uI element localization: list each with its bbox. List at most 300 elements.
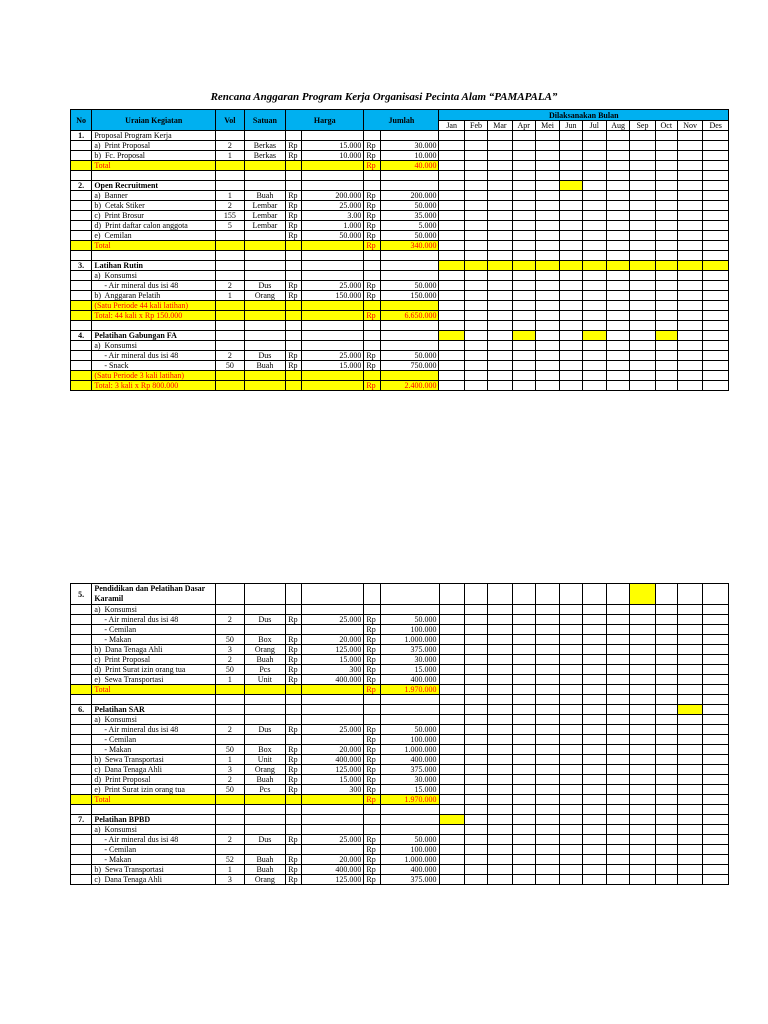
cell-month-mei: [535, 665, 559, 675]
cell-vol: [216, 251, 244, 261]
cell-satuan: [244, 371, 286, 381]
cell-month-jan: [439, 675, 464, 685]
cell-uraian: e) Sewa Transportasi: [92, 675, 216, 685]
cell-month-jul: [582, 665, 606, 675]
cell-month-oct: [655, 775, 677, 785]
cell-month-oct: [655, 221, 677, 231]
cell-month-des: [703, 665, 729, 675]
cell-uraian: b) Dana Tenaga Ahli: [92, 645, 216, 655]
cell-month-aug: [606, 141, 629, 151]
cell-month-oct: [655, 845, 677, 855]
cell-month-jan: [439, 311, 464, 321]
cell-month-sep: [630, 231, 655, 241]
cell-harga-rp: [286, 371, 302, 381]
cell-month-aug: [606, 341, 629, 351]
cell-harga-rp: [286, 845, 302, 855]
cell-month-nov: [678, 765, 703, 775]
cell-month-mar: [488, 341, 512, 351]
cell-month-apr: [512, 241, 535, 251]
cell-month-oct: [655, 745, 677, 755]
cell-uraian: - Air mineral dus isi 48: [92, 351, 216, 361]
cell-month-mar: [488, 705, 512, 715]
cell-month-aug: [607, 635, 630, 645]
cell-month-des: [703, 221, 729, 231]
cell-uraian: - Makan: [92, 745, 216, 755]
table-row: [71, 361, 729, 371]
cell-month-jun: [560, 715, 582, 725]
cell-satuan: Berkas: [244, 151, 286, 161]
cell-month-mei: [535, 835, 559, 845]
cell-harga: 15.000: [302, 655, 364, 665]
cell-month-des: [703, 261, 729, 271]
cell-month-aug: [607, 845, 630, 855]
cell-month-aug: [607, 855, 630, 865]
cell-month-mei: [535, 191, 559, 201]
cell-uraian: Total: 44 kali x Rp 150.000: [92, 311, 216, 321]
cell-no: 4.: [71, 331, 92, 341]
cell-month-apr: [512, 331, 535, 341]
cell-vol: [216, 584, 244, 605]
cell-month-jan: [439, 181, 464, 191]
cell-harga-rp: Rp: [286, 655, 302, 665]
cell-harga-rp: Rp: [286, 221, 302, 231]
header-uraian: Uraian Kegiatan: [92, 110, 216, 131]
cell-vol: 1: [216, 291, 244, 301]
cell-month-oct: [655, 795, 677, 805]
total-row: [71, 161, 729, 171]
cell-month-jun: [560, 311, 582, 321]
header-vol: Vol: [216, 110, 244, 131]
cell-month-feb: [464, 725, 487, 735]
cell-month-nov: [678, 645, 703, 655]
cell-month-oct: [655, 361, 677, 371]
cell-month-jun: [560, 835, 582, 845]
cell-no: [71, 615, 92, 625]
cell-month-jan: [439, 371, 464, 381]
cell-month-jun: [560, 584, 582, 605]
table-row: [71, 291, 729, 301]
cell-month-feb: [464, 351, 487, 361]
cell-month-nov: [678, 725, 703, 735]
cell-no: [71, 301, 92, 311]
cell-uraian: [92, 695, 216, 705]
cell-jumlah-rp: Rp: [364, 151, 380, 161]
cell-month-apr: [512, 825, 535, 835]
cell-month-des: [703, 725, 729, 735]
total-row: [71, 381, 729, 391]
cell-month-feb: [464, 281, 487, 291]
cell-vol: 2: [216, 351, 244, 361]
budget-table-page-1: [70, 109, 729, 391]
table-row: [71, 835, 729, 845]
cell-harga-rp: Rp: [286, 865, 302, 875]
cell-month-jan: [439, 665, 464, 675]
cell-harga-rp: Rp: [286, 615, 302, 625]
cell-month-apr: [512, 765, 535, 775]
cell-no: [71, 271, 92, 281]
cell-month-mei: [535, 351, 559, 361]
cell-month-jan: [439, 141, 464, 151]
cell-month-jul: [582, 191, 606, 201]
cell-month-jul: [582, 341, 606, 351]
cell-vol: [216, 715, 244, 725]
cell-no: [71, 695, 92, 705]
cell-month-sep: [630, 795, 655, 805]
cell-month-sep: [630, 845, 655, 855]
cell-month-mar: [488, 845, 512, 855]
cell-month-nov: [677, 171, 702, 181]
cell-month-aug: [607, 815, 630, 825]
cell-month-sep: [630, 321, 655, 331]
cell-month-jul: [582, 584, 606, 605]
cell-month-feb: [464, 715, 487, 725]
cell-satuan: [244, 715, 286, 725]
cell-month-des: [703, 131, 729, 141]
cell-month-mar: [488, 765, 512, 775]
cell-harga: 20.000: [302, 635, 364, 645]
cell-jumlah-rp: Rp: [364, 645, 380, 655]
cell-month-nov: [678, 875, 703, 885]
cell-month-jul: [582, 685, 606, 695]
cell-month-des: [703, 211, 729, 221]
cell-month-sep: [630, 201, 655, 211]
cell-month-jul: [582, 775, 606, 785]
cell-month-mar: [488, 141, 512, 151]
cell-jumlah-rp: [364, 695, 380, 705]
cell-month-jul: [582, 645, 606, 655]
cell-month-nov: [677, 341, 702, 351]
cell-harga-rp: [286, 131, 302, 141]
cell-month-apr: [512, 221, 535, 231]
cell-month-sep: [630, 371, 655, 381]
cell-month-mar: [488, 221, 512, 231]
cell-month-sep: [630, 655, 655, 665]
cell-harga: [302, 271, 364, 281]
cell-harga: [302, 825, 364, 835]
cell-month-des: [703, 351, 729, 361]
cell-month-jan: [439, 251, 464, 261]
cell-month-jun: [560, 341, 582, 351]
cell-month-nov: [678, 795, 703, 805]
cell-uraian: Proposal Program Kerja: [92, 131, 216, 141]
cell-month-mar: [488, 625, 512, 635]
cell-month-mei: [535, 815, 559, 825]
cell-month-des: [703, 745, 729, 755]
cell-month-apr: [512, 725, 535, 735]
cell-harga: 25.000: [302, 725, 364, 735]
cell-month-jun: [560, 775, 582, 785]
cell-uraian: Total: [92, 685, 216, 695]
cell-month-sep: [630, 241, 655, 251]
cell-month-mei: [535, 745, 559, 755]
cell-month-mar: [488, 645, 512, 655]
cell-satuan: [244, 271, 286, 281]
cell-month-mar: [488, 825, 512, 835]
cell-month-mar: [488, 171, 512, 181]
cell-vol: 2: [216, 201, 244, 211]
cell-month-jun: [560, 181, 582, 191]
cell-month-jul: [582, 625, 606, 635]
cell-vol: 2: [216, 775, 244, 785]
cell-satuan: Buah: [244, 865, 286, 875]
cell-month-des: [703, 625, 729, 635]
cell-vol: [216, 815, 244, 825]
cell-month-jun: [560, 281, 582, 291]
cell-month-mei: [535, 251, 559, 261]
cell-month-nov: [678, 635, 703, 645]
cell-month-nov: [678, 815, 703, 825]
cell-month-jun: [560, 725, 582, 735]
cell-month-jan: [439, 795, 464, 805]
cell-month-mei: [535, 281, 559, 291]
cell-harga-rp: Rp: [286, 281, 302, 291]
cell-month-des: [703, 775, 729, 785]
cell-month-nov: [677, 361, 702, 371]
cell-month-aug: [606, 201, 629, 211]
cell-harga: [302, 321, 364, 331]
cell-month-apr: [512, 745, 535, 755]
cell-uraian: a) Print Proposal: [92, 141, 216, 151]
cell-harga: 300: [302, 665, 364, 675]
cell-month-aug: [607, 765, 630, 775]
cell-jumlah: [380, 715, 439, 725]
cell-month-des: [703, 191, 729, 201]
cell-month-sep: [630, 181, 655, 191]
cell-jumlah-rp: Rp: [364, 755, 380, 765]
cell-month-feb: [464, 835, 487, 845]
cell-no: [71, 635, 92, 645]
cell-month-mar: [488, 725, 512, 735]
cell-harga: [302, 371, 364, 381]
cell-month-apr: [512, 201, 535, 211]
month-header-mar: Mar: [488, 121, 512, 131]
cell-no: [71, 321, 92, 331]
cell-no: [71, 211, 92, 221]
cell-month-aug: [606, 281, 629, 291]
cell-month-mei: [535, 635, 559, 645]
cell-month-aug: [606, 301, 629, 311]
cell-vol: [216, 231, 244, 241]
cell-no: [71, 251, 92, 261]
cell-harga: 15.000: [302, 141, 364, 151]
cell-month-des: [703, 361, 729, 371]
cell-harga-rp: Rp: [286, 665, 302, 675]
cell-month-apr: [512, 855, 535, 865]
cell-month-mar: [488, 151, 512, 161]
cell-jumlah-rp: [364, 251, 380, 261]
cell-month-nov: [677, 141, 702, 151]
cell-month-sep: [630, 331, 655, 341]
cell-month-apr: [512, 795, 535, 805]
cell-uraian: a) Konsumsi: [92, 715, 216, 725]
cell-no: 1.: [71, 131, 92, 141]
cell-jumlah-rp: Rp: [364, 615, 380, 625]
cell-satuan: Dus: [244, 351, 286, 361]
cell-jumlah: 1.970.000: [380, 685, 439, 695]
cell-jumlah-rp: Rp: [364, 685, 380, 695]
cell-uraian: - Makan: [92, 855, 216, 865]
cell-month-jun: [560, 605, 582, 615]
cell-vol: [216, 825, 244, 835]
cell-jumlah-rp: Rp: [364, 775, 380, 785]
cell-uraian: c) Dana Tenaga Ahli: [92, 875, 216, 885]
cell-month-mar: [488, 855, 512, 865]
cell-month-mei: [535, 865, 559, 875]
cell-month-oct: [655, 171, 677, 181]
cell-vol: [216, 805, 244, 815]
cell-month-jun: [560, 875, 582, 885]
cell-month-aug: [607, 645, 630, 655]
cell-jumlah-rp: [364, 331, 380, 341]
cell-month-sep: [630, 301, 655, 311]
cell-month-feb: [464, 635, 487, 645]
cell-month-oct: [655, 141, 677, 151]
cell-month-apr: [512, 261, 535, 271]
cell-harga-rp: Rp: [286, 875, 302, 885]
cell-jumlah: 30.000: [380, 775, 439, 785]
cell-harga: 10.000: [302, 151, 364, 161]
cell-month-jul: [582, 141, 606, 151]
cell-month-des: [703, 281, 729, 291]
cell-month-apr: [512, 635, 535, 645]
cell-harga-rp: [286, 605, 302, 615]
cell-month-oct: [655, 665, 677, 675]
cell-satuan: Lembar: [244, 201, 286, 211]
table-row: [71, 201, 729, 211]
cell-jumlah: 50.000: [380, 835, 439, 845]
cell-month-feb: [464, 191, 487, 201]
cell-jumlah: 400.000: [380, 865, 439, 875]
month-header-nov: Nov: [677, 121, 702, 131]
cell-month-oct: [655, 875, 677, 885]
cell-harga-rp: Rp: [286, 645, 302, 655]
cell-month-apr: [512, 251, 535, 261]
table-row: [71, 755, 729, 765]
cell-vol: [216, 625, 244, 635]
cell-month-feb: [464, 785, 487, 795]
cell-no: [71, 151, 92, 161]
cell-month-sep: [630, 605, 655, 615]
table-row: [71, 261, 729, 271]
cell-month-jan: [439, 605, 464, 615]
cell-month-mar: [488, 695, 512, 705]
cell-month-sep: [630, 261, 655, 271]
cell-satuan: [244, 321, 286, 331]
cell-satuan: [244, 261, 286, 271]
cell-jumlah-rp: Rp: [364, 665, 380, 675]
cell-month-sep: [630, 805, 655, 815]
cell-jumlah-rp: [364, 825, 380, 835]
cell-month-jun: [560, 141, 582, 151]
cell-month-mei: [535, 161, 559, 171]
cell-jumlah-rp: Rp: [364, 231, 380, 241]
cell-month-nov: [678, 715, 703, 725]
cell-month-jan: [439, 875, 464, 885]
cell-jumlah-rp: Rp: [364, 785, 380, 795]
cell-month-jul: [582, 371, 606, 381]
cell-jumlah-rp: Rp: [364, 735, 380, 745]
cell-month-mar: [488, 231, 512, 241]
cell-month-des: [703, 695, 729, 705]
cell-month-oct: [655, 865, 677, 875]
cell-vol: 1: [216, 191, 244, 201]
cell-month-des: [703, 835, 729, 845]
cell-harga: 400.000: [302, 865, 364, 875]
cell-month-jul: [582, 361, 606, 371]
cell-harga: [302, 685, 364, 695]
cell-jumlah: 375.000: [380, 875, 439, 885]
cell-jumlah: 50.000: [380, 201, 439, 211]
cell-harga: 50.000: [302, 231, 364, 241]
cell-no: [71, 675, 92, 685]
cell-month-oct: [655, 251, 677, 261]
cell-jumlah-rp: [364, 371, 380, 381]
cell-month-oct: [655, 151, 677, 161]
cell-harga: 3.00: [302, 211, 364, 221]
cell-month-sep: [630, 785, 655, 795]
cell-harga-rp: Rp: [286, 785, 302, 795]
cell-month-oct: [655, 161, 677, 171]
table-row: [71, 271, 729, 281]
cell-month-jul: [582, 171, 606, 181]
blank-row: [71, 805, 729, 815]
cell-month-des: [703, 765, 729, 775]
table-row: [71, 191, 729, 201]
cell-jumlah-rp: Rp: [364, 725, 380, 735]
cell-month-sep: [630, 765, 655, 775]
blank-row: [71, 251, 729, 261]
cell-jumlah: 30.000: [380, 141, 439, 151]
cell-month-jul: [582, 655, 606, 665]
cell-month-aug: [607, 775, 630, 785]
cell-month-mar: [488, 201, 512, 211]
cell-vol: [216, 161, 244, 171]
cell-month-des: [703, 655, 729, 665]
cell-harga-rp: Rp: [286, 835, 302, 845]
cell-harga: 25.000: [302, 201, 364, 211]
cell-month-nov: [677, 371, 702, 381]
cell-month-mei: [535, 845, 559, 855]
cell-uraian: [92, 171, 216, 181]
cell-month-feb: [464, 181, 487, 191]
cell-month-nov: [677, 201, 702, 211]
cell-month-jan: [439, 825, 464, 835]
cell-no: [71, 371, 92, 381]
cell-month-des: [703, 715, 729, 725]
cell-month-feb: [464, 151, 487, 161]
cell-jumlah: 5.000: [380, 221, 439, 231]
month-header-jun: Jun: [560, 121, 582, 131]
cell-jumlah: [380, 331, 439, 341]
cell-vol: 50: [216, 745, 244, 755]
cell-satuan: Unit: [244, 755, 286, 765]
cell-vol: [216, 261, 244, 271]
cell-month-aug: [607, 875, 630, 885]
cell-month-apr: [512, 311, 535, 321]
cell-month-apr: [512, 301, 535, 311]
cell-harga: 25.000: [302, 835, 364, 845]
cell-month-jan: [439, 645, 464, 655]
cell-satuan: [244, 695, 286, 705]
cell-month-sep: [630, 311, 655, 321]
cell-month-des: [703, 141, 729, 151]
cell-month-aug: [606, 331, 629, 341]
cell-jumlah: [380, 271, 439, 281]
cell-uraian: e) Cemilan: [92, 231, 216, 241]
cell-jumlah-rp: Rp: [364, 361, 380, 371]
cell-month-nov: [678, 685, 703, 695]
cell-jumlah-rp: Rp: [364, 291, 380, 301]
